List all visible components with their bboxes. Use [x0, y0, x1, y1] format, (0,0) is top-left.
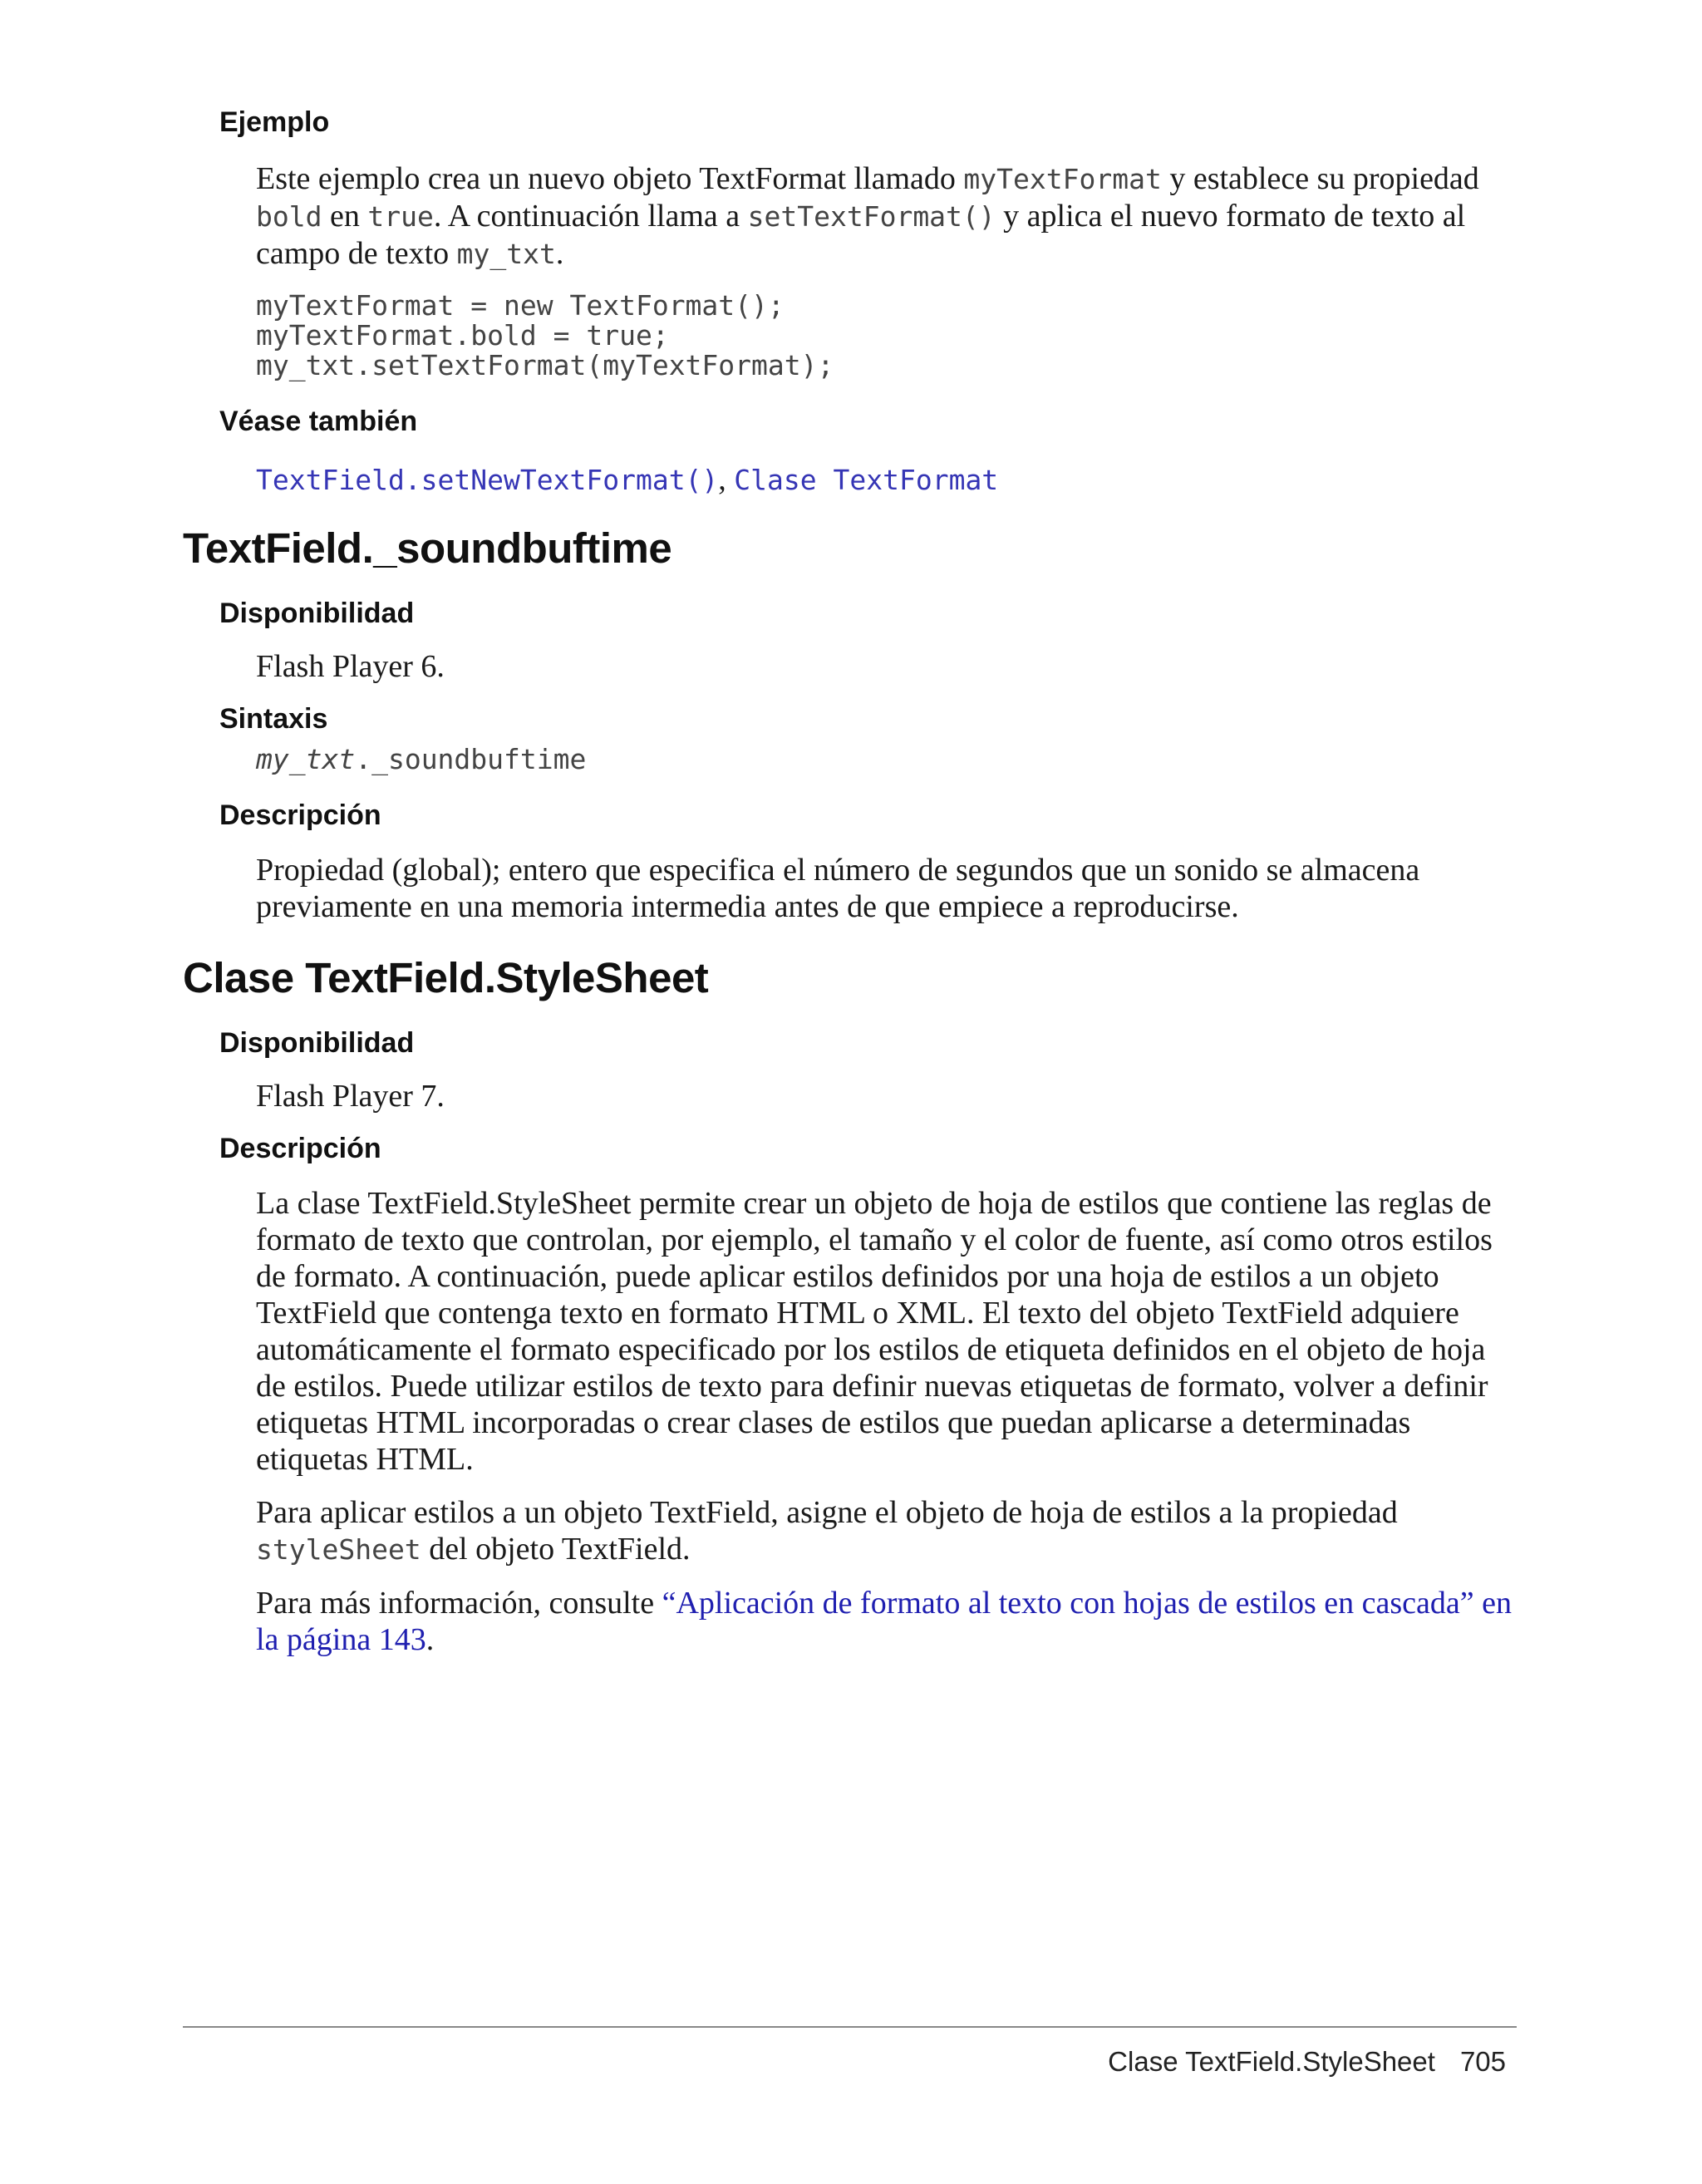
section-title-soundbuftime: TextField._soundbuftime [183, 524, 672, 572]
link-css-formatting[interactable]: “Aplicación de formato al texto con hojas de estilos en cascada” en la página 143 [256, 1586, 1513, 1657]
text: . [555, 236, 564, 271]
example-paragraph [256, 160, 1517, 273]
page-number: 705 [1459, 2046, 1506, 2077]
description-text: Propiedad (global); entero que especifica el número de segundos que un sonido se almacena previamente en una memoria intermedia antes de que empiece a reproducirse. [256, 853, 1420, 924]
example-heading: Ejemplo [219, 106, 330, 138]
availability-heading: Disponibilidad [219, 1027, 415, 1059]
text: en [322, 199, 368, 234]
description-heading: Descripción [219, 1133, 381, 1164]
description-heading: Descripción [219, 799, 381, 831]
text: del objeto TextField. [421, 1532, 691, 1567]
availability-text: Flash Player 6. [256, 649, 445, 684]
syntax-heading: Sintaxis [219, 703, 328, 735]
text: . A continuación llama a [433, 199, 748, 234]
separator: , [718, 462, 735, 497]
inline-code: bold [256, 200, 322, 233]
text: Para aplicar estilos a un objeto TextField, asigne el objeto de hoja de estilos a la propiedad [256, 1495, 1398, 1530]
syntax-instance: my_txt [256, 743, 356, 775]
availability-heading: Disponibilidad [219, 598, 415, 629]
inline-code: styleSheet [256, 1533, 421, 1566]
syntax-line [256, 740, 1517, 778]
footer-section-title: Clase TextField.StyleSheet [1108, 2046, 1435, 2077]
text: y establece su propiedad [1161, 161, 1479, 196]
code-line: myTextFormat = new TextFormat(); [256, 289, 785, 322]
see-also-links [256, 461, 1517, 499]
link-set-new-text-format[interactable]: TextField.setNewTextFormat() [256, 464, 719, 496]
code-line: my_txt.setTextFormat(myTextFormat); [256, 349, 834, 381]
code-block [256, 291, 1517, 381]
page-content [183, 106, 1517, 1658]
code-line: myTextFormat.bold = true; [256, 319, 669, 352]
text: y aplica el nuevo formato de texto al campo de texto [256, 199, 1466, 271]
see-also-heading: Véase también [219, 406, 418, 437]
link-textformat-class[interactable]: Clase TextFormat [734, 464, 999, 496]
stylesheet-paragraph-2 [256, 1494, 1517, 1568]
section-title-stylesheet: Clase TextField.StyleSheet [183, 954, 709, 1001]
text: . [426, 1622, 435, 1657]
inline-code: true [367, 200, 434, 233]
inline-code: myTextFormat [963, 163, 1162, 195]
text: Para más información, consulte [256, 1586, 662, 1621]
stylesheet-paragraph-3 [256, 1585, 1517, 1658]
text: Este ejemplo crea un nuevo objeto TextFormat llamado [256, 161, 964, 196]
availability-text: Flash Player 7. [256, 1079, 445, 1114]
stylesheet-paragraph-1: La clase TextField.StyleSheet permite crear un objeto de hoja de estilos que contiene las reglas de formato de texto que controlan, por ejemplo, el tamaño y el color de fuente, así como otros estilos de formato. A continuación, puede aplicar estilos definidos por una hoja de estilos a un objeto TextField que contenga texto en formato HTML o XML. El texto del objeto TextField adquiere automáticamente el formato especificado por los estilos de etiqueta definidos en el objeto de hoja de estilos. Puede utilizar estilos de texto para definir nuevas etiquetas de formato, volver a definir etiquetas HTML incorporadas o crear clases de estilos que puedan aplicarse a determinadas etiquetas HTML. [256, 1186, 1493, 1477]
inline-code: my_txt [456, 238, 556, 270]
footer-divider [183, 2026, 1517, 2028]
page-footer [1108, 2046, 1506, 2078]
syntax-property: ._soundbuftime [355, 743, 587, 775]
inline-code: setTextFormat() [747, 200, 996, 233]
